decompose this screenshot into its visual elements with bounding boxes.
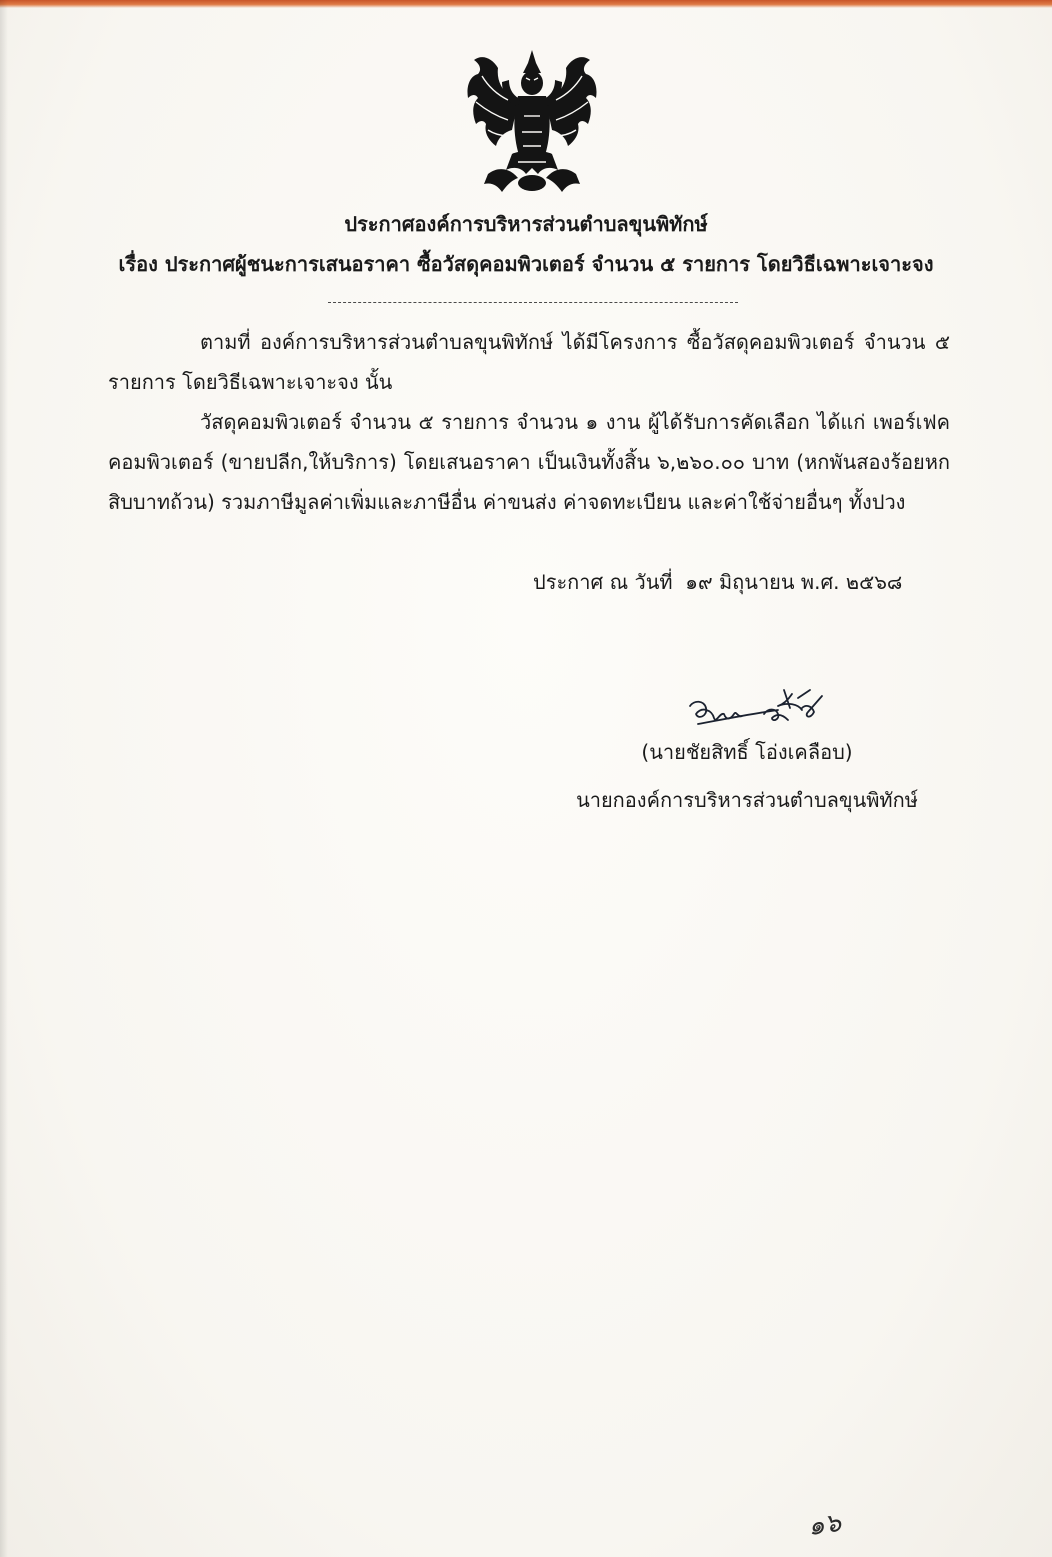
body-paragraph: ตามที่ องค์การบริหารส่วนตำบลขุนพิทักษ์ ได้มีโครงการ ซื้อวัสดุคอมพิวเตอร์ จำนวน ๕ รายการ โดยวิธีเฉพาะเจาะจง นั้น [108, 330, 950, 394]
document-subject: เรื่อง ประกาศผู้ชนะการเสนอราคา ซื้อวัสดุคอมพิวเตอร์ จำนวน ๕ รายการ โดยวิธีเฉพาะเจาะจง [118, 252, 934, 276]
handwritten-page-number: ๑๖ [806, 1507, 843, 1543]
handwritten-signature [680, 684, 832, 732]
signer-name: (นายชัยสิทธิ์ โอ่งเคลือบ) [641, 740, 853, 764]
document-body [108, 322, 950, 522]
signer-position: นายกองค์การบริหารส่วนตำบลขุนพิทักษ์ [576, 788, 918, 812]
garuda-emblem [462, 46, 602, 198]
announcement-date: ประกาศ ณ วันที่ ๑๙ มิถุนายน พ.ศ. ๒๕๖๘ [533, 570, 903, 594]
body-paragraph: วัสดุคอมพิวเตอร์ จำนวน ๕ รายการ จำนวน ๑ งาน ผู้ได้รับการคัดเลือก ได้แก่ เพอร์เฟค คอมพิวเตอร์ (ขายปลีก,ให้บริการ) โดยเสนอราคา เป็นเงินทั้งสิ้น ๖,๒๖๐.๐๐ บาท (หกพันสองร้อยหกสิบบาทถ้วน) รวมภาษีมูลค่าเพิ่มและภาษีอื่น ค่าขนส่ง ค่าจดทะเบียน และค่าใช้จ่ายอื่นๆ ทั้งปวง [108, 410, 950, 514]
scan-edge-top [0, 0, 1052, 8]
dashed-separator [328, 302, 738, 303]
document-title: ประกาศองค์การบริหารส่วนตำบลขุนพิทักษ์ [344, 212, 708, 236]
